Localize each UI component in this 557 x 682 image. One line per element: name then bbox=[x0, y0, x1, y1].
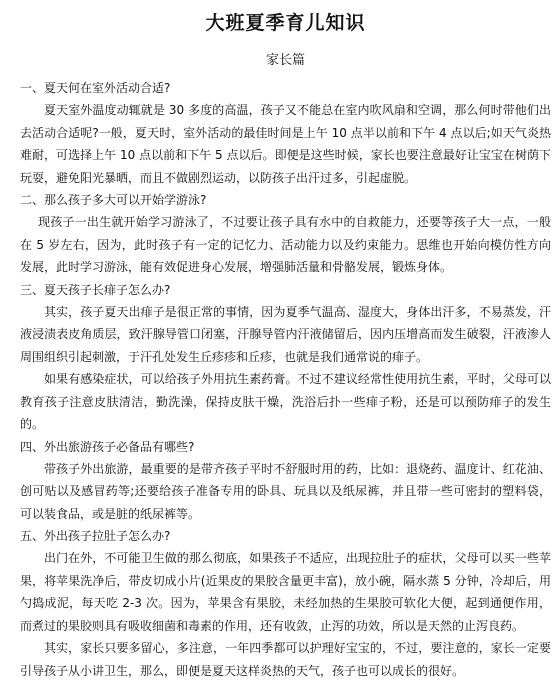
section-1 bbox=[20, 77, 551, 189]
section-paragraph: 其实，孩子夏天出痱子是很正常的事情，因为夏季气温高、湿度大，身体出汗多，不易蒸发，汗液浸渍表皮角质层，致汗腺导管口闭塞，汗腺导管内汗液储留后，因内压增高而发生破裂，汗液渗人周围组织引起刺激，于汗孔处发生丘疹疹和丘疹，也就是我们通常说的痱子。 bbox=[20, 304, 551, 364]
section-paragraph: 出门在外，不可能卫生做的那么彻底，如果孩子不适应，出现拉肚子的症状，父母可以买一些苹果，将苹果洗净后，带皮切成小片(近果皮的果胶含量更丰富)，放小碗，隔水蒸 5 分钟，冷却后，用勺捣成泥，每天吃 2-3 次。因为，苹果含有果胶，未经加热的生果胶可软化大便，起到通便作用，而煮过的果胶则具有吸收细菌和毒素的作用，还有收敛，止泻的功效，所以是天然的止泻良药。 bbox=[20, 551, 551, 633]
section-2 bbox=[20, 189, 551, 279]
section-question: 五、外出孩子拉肚子怎么办? bbox=[20, 529, 171, 543]
section-paragraph: 带孩子外出旅游，最重要的是带齐孩子平时不舒服时用的药，比如：退烧药、温度计、红花油、创可贴以及感冒药等;还要给孩子准备专用的卧具、玩具以及纸尿裤，并且带一些可密封的塑料袋，可以装食品，或是脏的纸尿裤等。 bbox=[20, 461, 552, 521]
section-3 bbox=[20, 279, 551, 436]
section-4 bbox=[20, 436, 551, 526]
section-question: 二、那么孩子多大可以开始学游泳? bbox=[20, 193, 207, 207]
section-5 bbox=[20, 525, 551, 682]
document-title: 大班夏季育儿知识 bbox=[205, 12, 366, 34]
section-paragraph: 其实，家长只要多留心，多注意，一年四季都可以护理好宝宝的，不过，要注意的，家长一定要引导孩子从小讲卫生，那么，即便是夏天这样炎热的天气，孩子也可以成长的很好。 bbox=[20, 641, 551, 678]
section-paragraph: 现孩子一出生就开始学习游泳了，不过要让孩子具有水中的自救能力，还要等孩子大一点，一般在 5 岁左右，因为，此时孩子有一定的记忆力、活动能力以及约束能力。思维也开始向模仿性方向发展，此时学习游泳，能有效促进身心发展，增强肺活量和骨骼发展，锻炼身体。 bbox=[20, 215, 551, 274]
section-question: 一、夏天何在室外活动合适? bbox=[20, 81, 171, 95]
section-paragraph: 如果有感染症状，可以给孩子外用抗生素药膏。不过不建议经常性使用抗生素，平时，父母可以教育孩子注意皮肤清洁，勤洗澡，保持皮肤干燥，洗浴后扑一些痱子粉，还是可以预防痱子的发生的。 bbox=[20, 372, 551, 431]
section-question: 三、夏天孩子长痱子怎么办? bbox=[20, 282, 171, 297]
section-paragraph: 夏天室外温度动辄就是 30 多度的高温，孩子又不能总在室内吹风扇和空调，那么何时带他们出去活动合适呢?一般，夏天时，室外活动的最佳时间是上午 10 点半以前和下午 4 点以后;如天气炎热难耐，可选择上午 10 点以前和下午 5 点以后。即便是这些时候，家长也要注意最好让宝宝在树荫下玩耍，避免阳光暴晒，而且不做剧烈运动，以防孩子出汗过多，引起虚脱。 bbox=[20, 103, 551, 185]
document-subtitle: 家长篇 bbox=[265, 53, 305, 68]
section-question: 四、外出旅游孩子必备品有哪些? bbox=[20, 439, 195, 454]
